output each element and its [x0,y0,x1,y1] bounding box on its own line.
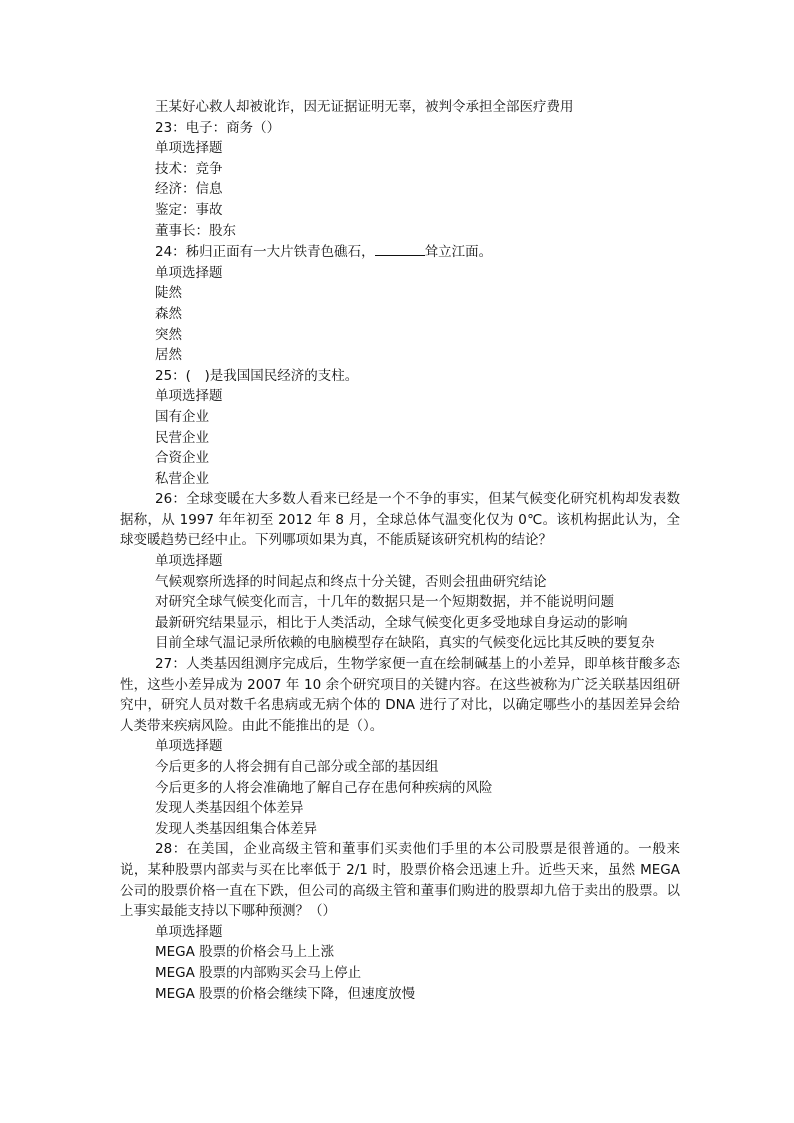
question-23-option-a: 技术：竞争 [155,160,223,177]
question-24-option-a: 陡然 [155,285,182,302]
question-26-option-c: 最新研究结果显示，相比于人类活动，全球气候变化更多受地球自身运动的影响 [155,614,628,631]
question-27-option-b: 今后更多的人将会准确地了解自己存在患何种疾病的风险 [155,779,493,796]
question-23-type: 单项选择题 [155,140,223,157]
question-26-type: 单项选择题 [155,553,223,570]
question-24-stem [120,241,680,263]
question-26-option-a: 气候观察所选择的时间起点和终点十分关键，否则会扭曲研究结论 [155,573,547,590]
question-24-option-c: 突然 [155,326,182,343]
question-27-option-a: 今后更多的人将会拥有自己部分或全部的基因组 [155,759,439,775]
question-25-stem: 25：( )是我国国民经济的支柱。 [155,367,359,384]
question-25-option-d: 私营企业 [155,470,209,487]
question-24-option-d: 居然 [155,347,182,364]
question-27-option-d: 发现人类基因组集合体差异 [155,820,317,837]
lead-line: 王某好心救人却被讹诈，因无证据证明无辜，被判令承担全部医疗费用 [155,99,574,115]
question-28-option-c: MEGA 股票的价格会继续下降，但速度放慢 [155,985,416,1002]
question-28-stem: 28：在美国，企业高级主管和董事们买卖他们手里的本公司股票是很普通的。一般来说，某种股票内部卖与买在比率低于 2/1 时，股票价格会迅速上升。近些天来，虽然 MEGA 公司的股票价格一直在下跌，但公司的高级主管和董事们购进的股票却九倍于卖出的股票。以上事实最能支持以下哪种预测？（） [120,841,680,920]
question-23-option-c: 鉴定：事故 [155,201,223,218]
question-24-stem-before: 24：秭归正面有一大片铁青色礁石， [155,244,375,261]
question-25-type: 单项选择题 [155,388,223,405]
question-24-option-b: 森然 [155,305,182,322]
question-24-stem-after: 耸立江面。 [424,244,493,261]
question-27-stem: 27：人类基因组测序完成后，生物学家便一直在绘制碱基上的小差异，即单核苷酸多态性，这些小差异成为 2007 年 10 余个研究项目的关键内容。在这些被称为广泛关联基因组研究中，研究人员对数千名患病或无病个体的 DNA 进行了对比，以确定哪些小的基因差异会给人类带来疾病风险。由此不能推出的是（）。 [120,656,680,734]
question-25-option-b: 民营企业 [155,429,209,446]
question-23-option-b: 经济：信息 [155,181,223,198]
question-28-option-a: MEGA 股票的价格会马上上涨 [155,944,335,961]
question-list [120,97,680,1004]
question-27-type: 单项选择题 [155,738,223,755]
question-28-type: 单项选择题 [155,923,223,940]
question-25-option-c: 合资企业 [155,450,209,467]
question-28-option-b: MEGA 股票的内部购买会马上停止 [155,964,362,981]
answer-blank [375,241,425,256]
question-26-option-b: 对研究全球气候变化而言，十几年的数据只是一个短期数据，并不能说明问题 [155,594,614,611]
question-27-option-c: 发现人类基因组个体差异 [155,800,304,817]
question-24-type: 单项选择题 [155,264,223,281]
question-25-option-a: 国有企业 [155,408,209,425]
question-26-stem: 26：全球变暖在大多数人看来已经是一个不争的事实，但某气候变化研究机构却发表数据称，从 1997 年年初至 2012 年 8 月，全球总体气温变化仅为 0℃。该机构据此认为，全球变暖趋势已经中止。下列哪项如果为真，不能质疑该研究机构的结论？ [120,491,680,549]
question-26-option-d: 目前全球气温记录所依赖的电脑模型存在缺陷，真实的气候变化远比其反映的要复杂 [155,635,655,652]
question-23-stem: 23：电子：商务（） [155,119,281,136]
question-23-option-d: 董事长：股东 [155,222,236,239]
